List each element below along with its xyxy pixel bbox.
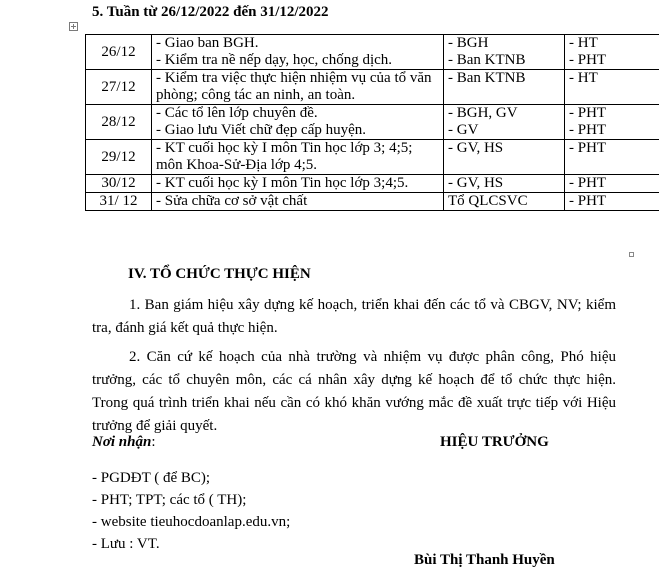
recipient-item: - PHT; TPT; các tổ ( TH); (92, 492, 247, 508)
lead-cell (565, 35, 659, 70)
date-cell: 28/12 (86, 105, 152, 140)
section-heading: IV. TỔ CHỨC THỰC HIỆN (128, 266, 311, 282)
lead-cell-line: - PHT (569, 140, 607, 156)
task-cell-line: - KT cuối học kỳ I môn Tin học lớp 3;4;5. (156, 175, 409, 191)
lead-cell-line: - HT (569, 70, 598, 86)
recipient-item: - website tieuhocdoanlap.edu.vn; (92, 514, 291, 530)
recipients-list (92, 467, 290, 555)
participants-cell (444, 175, 565, 193)
date-cell: 30/12 (86, 175, 152, 193)
lead-cell-line: - PHT (569, 193, 607, 209)
recipient-item: - Lưu : VT. (92, 536, 160, 552)
participants-cell (444, 70, 565, 105)
lead-cell-line: - HT (569, 35, 598, 51)
table-row (86, 105, 659, 140)
table-row (86, 193, 659, 211)
participants-cell-line: - BGH (448, 35, 489, 51)
lead-cell-line: - PHT (569, 52, 607, 68)
lead-cell-line: - PHT (569, 105, 607, 121)
date-cell: 29/12 (86, 140, 152, 175)
lead-cell (565, 105, 659, 140)
paragraph-2: 2. Căn cứ kế hoạch của nhà trường và nhiệm vụ được phân công, Phó hiệu trưởng, các tổ chuyên môn, các cá nhân xây dựng kế hoạch để tổ chức thực hiện. Trong quá trình triển khai nếu cần có khó khăn vướng mắc đề xuất trực tiếp với Hiệu trưởng để giải quyết. (92, 349, 616, 434)
lead-cell-line: - PHT (569, 122, 607, 138)
participants-cell-line: - GV (448, 122, 479, 138)
schedule-table (85, 34, 659, 211)
participants-cell-line: - GV, HS (448, 175, 504, 191)
table-row (86, 35, 659, 70)
participants-cell (444, 35, 565, 70)
participants-cell-line: - Ban KTNB (448, 52, 526, 68)
participants-cell-line: - GV, HS (448, 140, 504, 156)
task-cell (152, 70, 444, 105)
lead-cell-line: - PHT (569, 175, 607, 191)
participants-cell-line: - BGH, GV (448, 105, 518, 121)
participants-cell-line: Tổ QLCSVC (448, 193, 528, 209)
recipients-label (92, 434, 156, 451)
date-cell: 26/12 (86, 35, 152, 70)
principal-title: HIỆU TRƯỞNG (440, 434, 549, 450)
recipients-label-text: Nơi nhận (92, 434, 152, 450)
signer-name: Bùi Thị Thanh Huyền (414, 552, 555, 568)
table-move-handle-icon[interactable] (69, 22, 78, 31)
task-cell-line: - Giao lưu Viết chữ đẹp cấp huyện. (156, 122, 367, 138)
lead-cell (565, 175, 659, 193)
participants-cell (444, 105, 565, 140)
date-cell: 31/ 12 (86, 193, 152, 211)
task-cell (152, 175, 444, 193)
paragraph-1: 1. Ban giám hiệu xây dựng kế hoạch, triển khai đến các tổ và CBGV, NV; kiểm tra, đánh giá kết quả thực hiện. (92, 297, 616, 336)
task-cell-line: - Kiểm tra nề nếp dạy, học, chống dịch. (156, 52, 393, 68)
participants-cell (444, 140, 565, 175)
task-cell (152, 140, 444, 175)
table-row (86, 140, 659, 175)
participants-cell-line: - Ban KTNB (448, 70, 526, 86)
week-title: 5. Tuần từ 26/12/2022 đến 31/12/2022 (92, 4, 329, 20)
task-cell-line: - KT cuối học kỳ I môn Tin học lớp 3; 4;5; môn Khoa-Sử-Địa lớp 4;5. (156, 140, 413, 173)
lead-cell (565, 70, 659, 105)
lead-cell (565, 193, 659, 211)
recipients-label-colon: : (151, 434, 156, 450)
table-row (86, 70, 659, 105)
task-cell (152, 105, 444, 140)
task-cell (152, 35, 444, 70)
recipient-item: - PGDĐT ( để BC); (92, 470, 211, 486)
table-row (86, 175, 659, 193)
lead-cell (565, 140, 659, 175)
participants-cell (444, 193, 565, 211)
table-resize-handle-icon[interactable] (629, 252, 634, 257)
task-cell-line: - Kiểm tra việc thực hiện nhiệm vụ của tổ văn phòng; công tác an ninh, an toàn. (156, 70, 432, 103)
task-cell (152, 193, 444, 211)
task-cell-line: - Giao ban BGH. (156, 35, 259, 51)
task-cell-line: - Sửa chữa cơ sở vật chất (156, 193, 308, 209)
task-cell-line: - Các tổ lên lớp chuyên đề. (156, 105, 318, 121)
date-cell: 27/12 (86, 70, 152, 105)
